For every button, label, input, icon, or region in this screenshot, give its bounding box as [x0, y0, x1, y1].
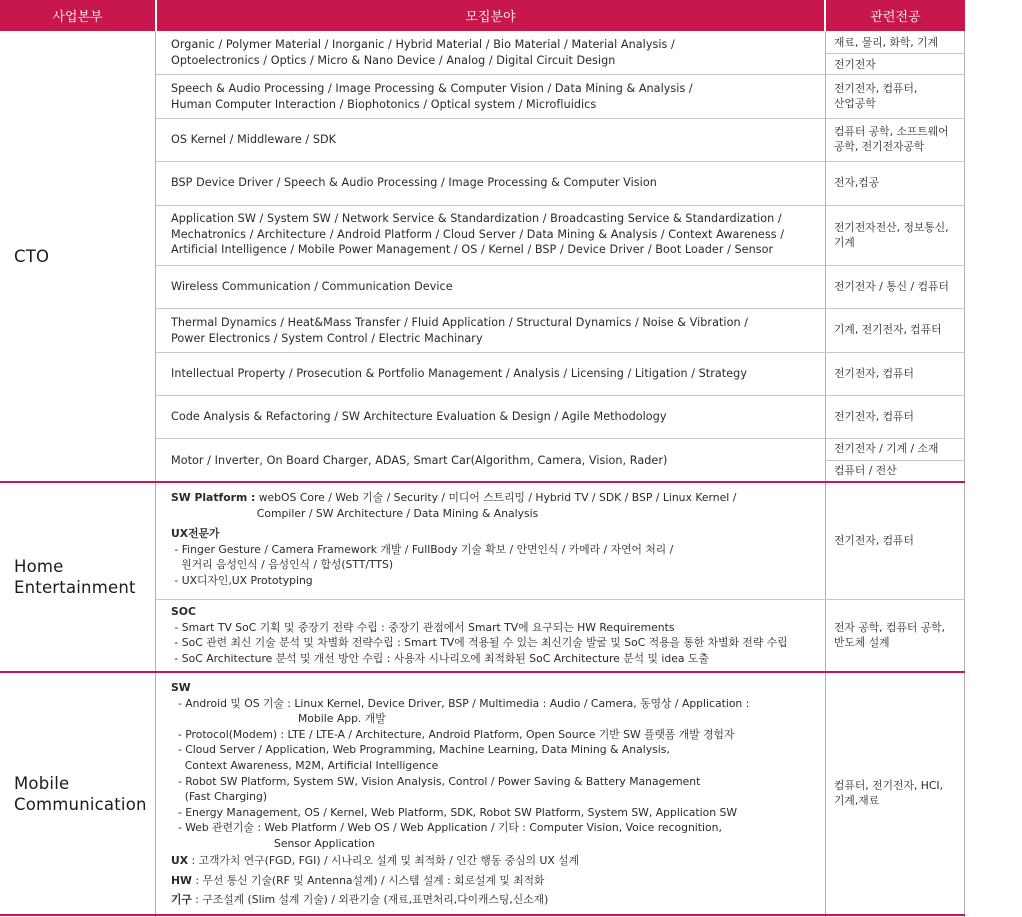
cto-major-1b: 전기전자	[834, 58, 876, 71]
row-divider	[156, 352, 965, 353]
division-mobile-communication: Mobile Communication	[14, 774, 147, 814]
mc-sw-label: SW	[171, 681, 191, 694]
cto-major-1a: 재료, 물리, 화학, 기계	[834, 36, 939, 49]
he-soc-text: - Smart TV SoC 기획 및 중장기 전략 수립 : 중장기 관점에서 Smart TV에 요구되는 HW Requirements - SoC 관련 최신 기술 분석 및 차별화 전략수립 : Smart TV에 적용될 수 있는 최신기술 발굴 및 SoC 적용을 통한 차별화 전략 수립 - SoC Architecture 분석 및 개선 방안 수립 : 사용자 시나리오에 최적화된 SoC Architecture 분석 및 idea 도출	[174, 620, 788, 665]
he-major-2: 전자 공학, 컴퓨터 공학, 반도체 설계	[834, 621, 946, 650]
cto-major-8: 전기전자, 컴퓨터	[834, 367, 914, 380]
mc-mechanical	[171, 892, 821, 908]
mc-hw-label: HW	[171, 874, 192, 887]
cto-major-2: 전기전자, 컴퓨터, 산업공학	[834, 82, 918, 111]
row-divider	[156, 118, 965, 119]
column-divider	[155, 31, 156, 917]
cto-field-10: Motor / Inverter, On Board Charger, ADAS, Smart Car(Algorithm, Camera, Vision, Rader)	[171, 454, 668, 467]
row-divider	[156, 205, 965, 206]
he-sw-platform	[171, 490, 821, 521]
he-major-1: 전기전자, 컴퓨터	[834, 534, 914, 547]
cto-field-3: OS Kernel / Middleware / SDK	[171, 133, 337, 146]
header-field: 모집분야	[157, 0, 824, 31]
mc-sw	[171, 680, 821, 852]
he-ux-text: - Finger Gesture / Camera Framework 개발 / FullBody 기술 확보 / 안면인식 / 카메라 / 자연어 처리 / 원거리 음성인식 / 음성인식 / 합성(STT/TTS) - UX디자인,UX Prototyping	[174, 542, 674, 587]
section-divider	[0, 914, 965, 916]
he-soc	[171, 604, 821, 666]
cto-field-4: BSP Device Driver / Speech & Audio Processing / Image Processing & Computer Vision	[171, 176, 657, 189]
cell-divider	[826, 460, 965, 461]
cto-field-9: Code Analysis & Refactoring / SW Architecture Evaluation & Design / Agile Methodology	[171, 410, 667, 423]
cto-major-9: 전기전자, 컴퓨터	[834, 410, 914, 423]
division-home-entertainment: Home Entertainment	[14, 557, 136, 597]
he-soc-label: SOC	[171, 605, 196, 618]
cto-field-8: Intellectual Property / Prosecution & Portfolio Management / Analysis / Licensing / Litigation / Strategy	[171, 367, 747, 380]
cto-field-7: Thermal Dynamics / Heat&Mass Transfer / Fluid Application / Structural Dynamics / Noise & Vibration / Power Electronics / System Control / Electric Machinary	[171, 316, 749, 345]
cto-field-6: Wireless Communication / Communication Device	[171, 280, 453, 293]
section-divider	[0, 671, 965, 673]
cto-field-5: Application SW / System SW / Network Service & Standardization / Broadcasting Service & Standardization / Mechatronics / Architecture / Android Platform / Cloud Server / Data Mining & Analysis / Context Awareness / Artificial Intelligence / Mobile Power Management / OS / Kernel / BSP / Device Driver / Boot Loader / Sensor	[171, 212, 785, 256]
column-divider	[825, 31, 826, 917]
row-divider	[156, 395, 965, 396]
column-divider	[964, 31, 965, 917]
cto-major-10a: 전기전자 / 기계 / 소재	[834, 442, 939, 455]
cto-major-7: 기계, 전기전자, 컴퓨터	[834, 323, 942, 336]
he-ux-label: UX전문가	[171, 527, 220, 540]
header-major: 관련전공	[826, 0, 965, 31]
mc-ux	[171, 853, 821, 869]
cto-field-1: Organic / Polymer Material / Inorganic / Hybrid Material / Bio Material / Material Analysis / Optoelectronics / Optics / Micro & Nano Device / Analog / Digital Circuit Design	[171, 38, 675, 67]
cto-major-4: 전자,컴공	[834, 176, 880, 189]
mc-sw-text: - Android 및 OS 기술 : Linux Kernel, Device Driver, BSP / Multimedia : Audio / Camera, 동영상 / Application : Mobile App. 개발 - Protocol(Modem) : LTE / LTE-A / Architecture, Android Platform, Open Source 기반 SW 플랫폼 개발 경험자 - Cloud Server / Application, Web Programming, Machine Learning, Data Mining & Analysis, Context Awareness, M2M, Artificial Intelligence - Robot SW Platform, System SW, Vision Analysis, Control / Power Saving & Battery Management (Fast Charging) - Energy Management, OS / Kernel, Web Platform, SDK, Robot SW Platform, System SW, Application SW - Web 관련기술 : Web Platform / Web OS / Web Application / 기타 : Computer Vision, Voice recognition, Sensor Application	[177, 696, 750, 850]
mc-mech-text: : 구조설계 (Slim 설계 기술) / 외관기술 (재료,표면처리,다이캐스팅,신소재)	[191, 893, 549, 906]
he-sw-text: webOS Core / Web 기술 / Security / 미디어 스트리밍 / Hybrid TV / SDK / BSP / Linux Kernel / Compiler / SW Architecture / Data Mining & Analysis	[256, 491, 737, 520]
cto-field-2: Speech & Audio Processing / Image Processing & Computer Vision / Data Mining & Analysis / Human Computer Interaction / Biophotonics / Optical system / Microfluidics	[171, 82, 693, 111]
mc-hw-text: : 무선 통신 기술(RF 및 Antenna설계) / 시스템 설계 : 회로설계 및 최적화	[191, 874, 545, 887]
row-divider	[156, 74, 965, 75]
mc-ux-text: : 고객가치 연구(FGD, FGI) / 시나리오 설계 및 최적화 / 인간 행동 중심의 UX 설계	[188, 854, 580, 867]
row-divider	[156, 599, 965, 600]
he-ux	[171, 526, 821, 588]
header-division: 사업본부	[0, 0, 155, 31]
cto-major-6: 전기전자 / 통신 / 컴퓨터	[834, 280, 949, 293]
section-divider	[0, 481, 965, 483]
row-divider	[156, 161, 965, 162]
mc-ux-label: UX	[171, 854, 189, 867]
cto-major-5: 전기전자전산, 정보통신, 기계	[834, 221, 949, 250]
cell-divider	[826, 53, 965, 54]
cto-major-3: 컴퓨터 공학, 소프트웨어 공학, 전기전자공학	[834, 125, 949, 154]
row-divider	[156, 265, 965, 266]
mc-major: 컴퓨터, 전기전자, HCI, 기계,재료	[834, 779, 944, 808]
row-divider	[156, 308, 965, 309]
cto-major-10b: 컴퓨터 / 전산	[834, 464, 897, 477]
mc-mech-label: 기구	[171, 893, 192, 906]
row-divider	[156, 438, 965, 439]
he-sw-label: SW Platform :	[171, 491, 256, 504]
division-cto: CTO	[14, 247, 50, 266]
mc-hw	[171, 873, 821, 889]
